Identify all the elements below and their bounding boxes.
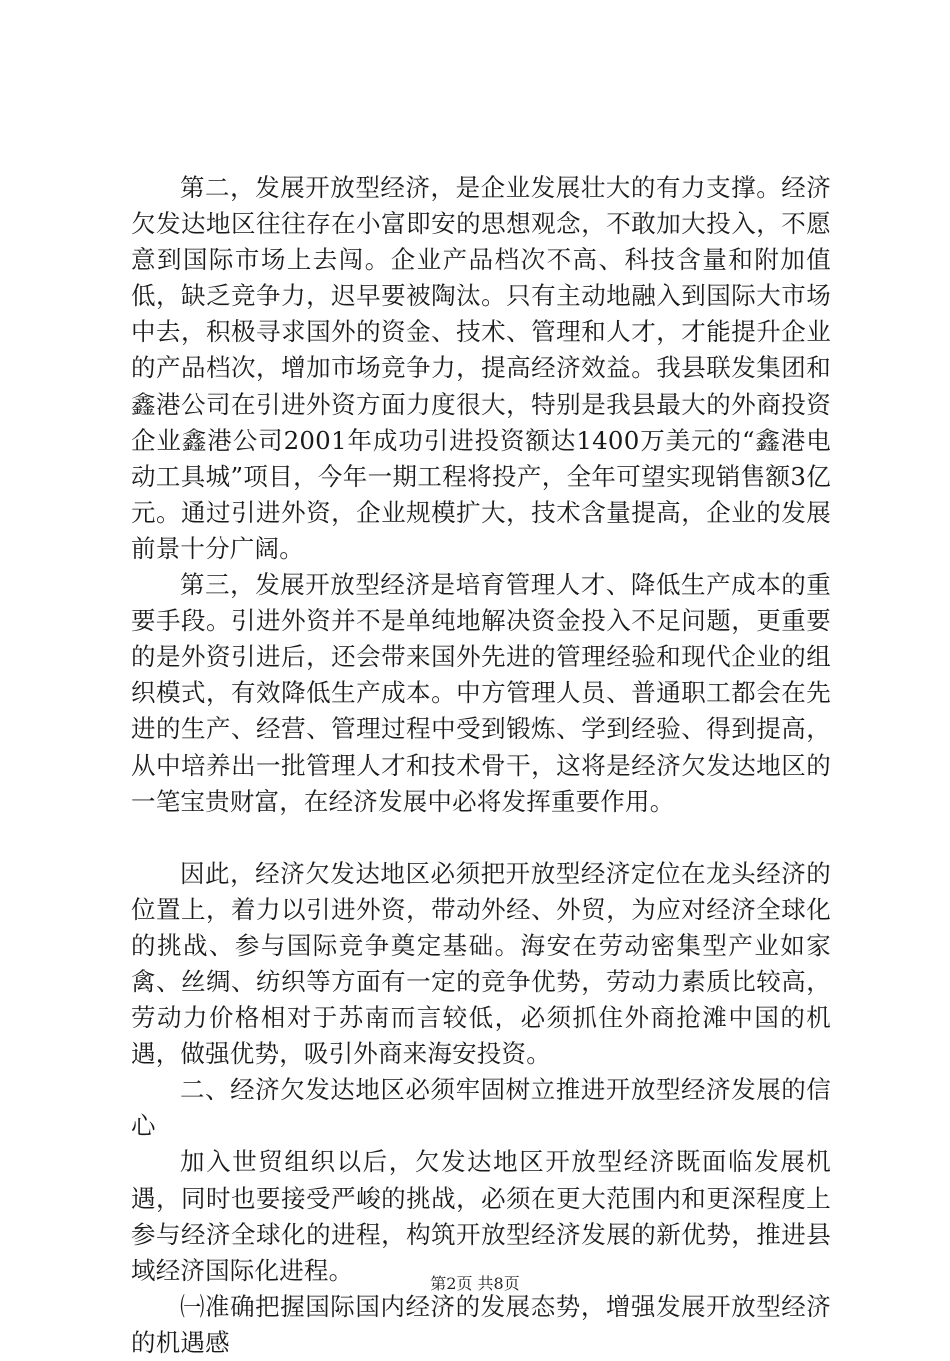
subsection-heading-one: ㈠准确把握国际国内经济的发展态势，增强发展开放型经济的机遇感 [131, 1291, 831, 1357]
paragraph-wto: 加入世贸组织以后，欠发达地区开放型经济既面临发展机遇，同时也要接受严峻的挑战，必须在更大范围内和更深程度上参与经济全球化的进程，构筑开放型经济发展的新优势，推进县域经济国际化进程。 [131, 1147, 831, 1285]
paragraph-spacer [131, 820, 831, 856]
paragraph-third-point: 第三，发展开放型经济是培育管理人才、降低生产成本的重要手段。引进外资并不是单纯地解决资金投入不足问题，更重要的是外资引进后，还会带来国外先进的管理经验和现代企业的组织模式，有效降低生产成本。中方管理人员、普通职工都会在先进的生产、经营、管理过程中受到锻炼、学到经验、得到提高，从中培养出一批管理人才和技术骨干，这将是经济欠发达地区的一笔宝贵财富，在经济发展中必将发挥重要作用。 [131, 570, 831, 816]
page-footer: 第2页 共8页 [430, 1274, 520, 1293]
paragraph-conclusion: 因此，经济欠发达地区必须把开放型经济定位在龙头经济的位置上，着力以引进外资，带动外经、外贸，为应对经济全球化的挑战、参与国际竞争奠定基础。海安在劳动密集型产业如家禽、丝绸、纺织等方面有一定的竞争优势，劳动力素质比较高，劳动力价格相对于苏南而言较低，必须抓住外商抢滩中国的机遇，做强优势，吸引外商来海安投资。 [131, 858, 831, 1069]
section-heading-two: 二、经济欠发达地区必须牢固树立推进开放型经济发展的信心 [131, 1075, 831, 1141]
document-body [131, 170, 831, 1361]
paragraph-second-point: 第二，发展开放型经济，是企业发展壮大的有力支撑。经济欠发达地区往往存在小富即安的思想观念，不敢加大投入，不愿意到国际市场上去闯。企业产品档次不高、科技含量和附加值低，缺乏竞争力，迟早要被陶汰。只有主动地融入到国际大市场中去，积极寻求国外的资金、技术、管理和人才，才能提升企业的产品档次，增加市场竞争力，提高经济效益。我县联发集团和鑫港公司在引进外资方面力度很大，特别是我县最大的外商投资企业鑫港公司2001年成功引进投资额达1400万美元的“鑫港电动工具城”项目，今年一期工程将投产，全年可望实现销售额3亿元。通过引进外资，企业规模扩大，技术含量提高，企业的发展前景十分广阔。 [131, 173, 831, 563]
